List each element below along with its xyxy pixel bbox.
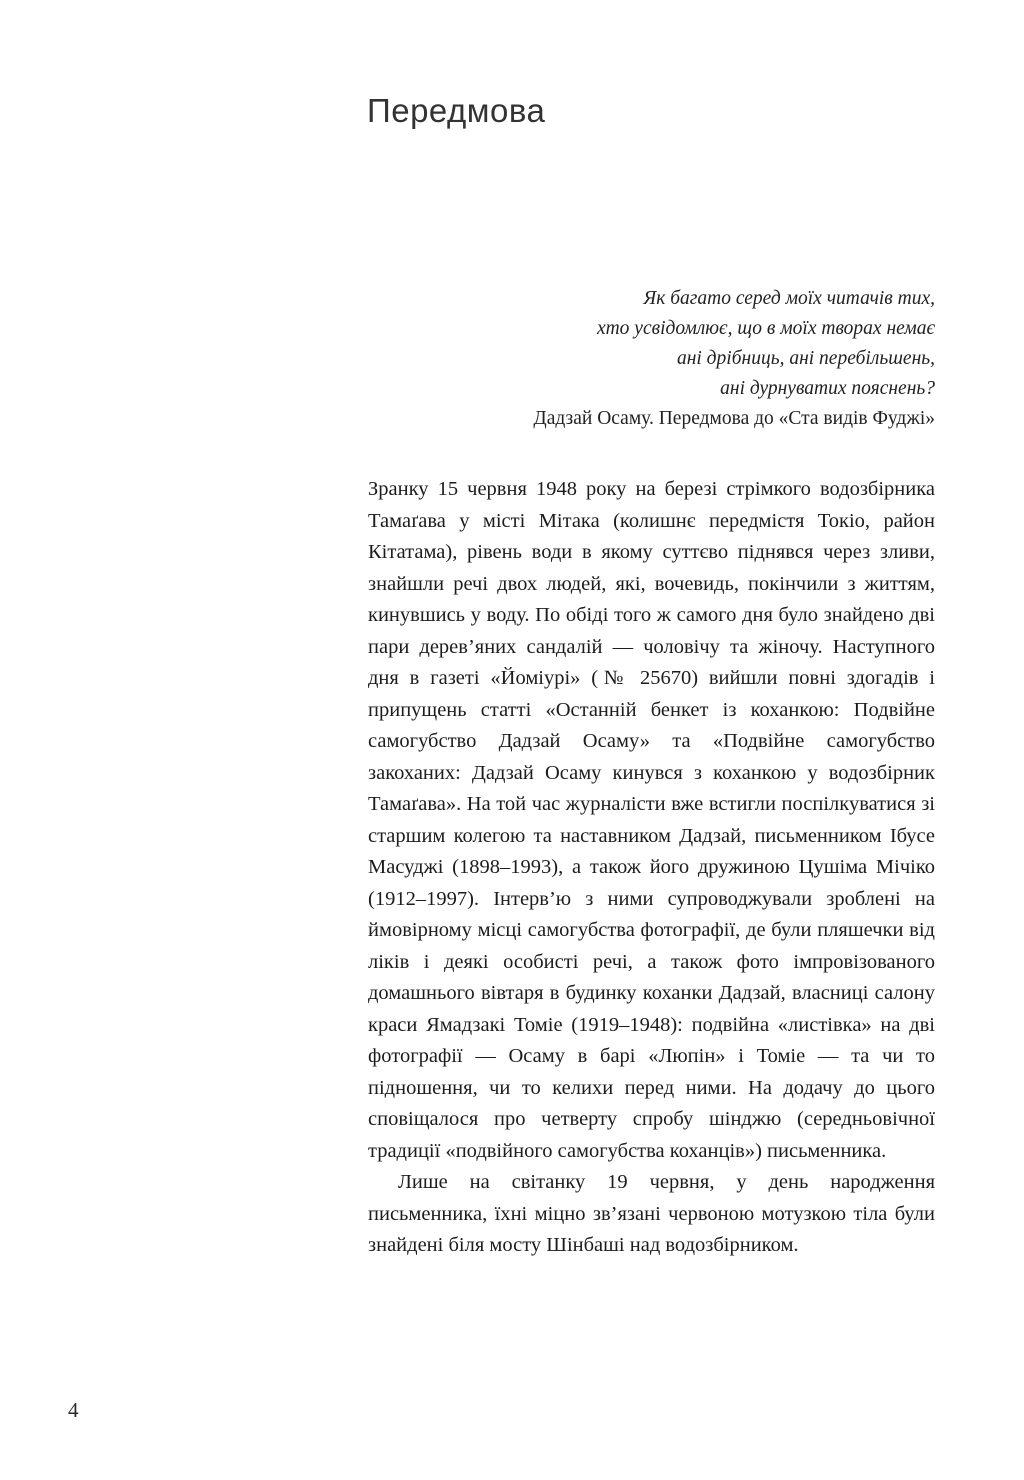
chapter-title: Передмова (367, 92, 546, 129)
paragraph: Зранку 15 червня 1948 року на березі стрімкого водозбірника Тамаґава у місті Мітака (колишнє передмістя Токіо, район Кітатама), рівень води в якому суттєво піднявся через зливи, знайшли речі двох людей, які, вочевидь, покінчили з життям, кинувшись у воду. По обіді того ж самого дня було знайдено дві пари дерев’яних сандалій — чоловічу та жіночу. Наступного дня в газеті «Йоміурі» (№ 25670) вийшли повні здогадів і припущень статті «Останній бенкет із коханкою: Подвійне самогубство Дадзай Осаму» та «Подвійне самогубство закоханих: Дадзай Осаму кинувся з коханкою у водозбірник Тамаґава». На той час журналісти вже встигли поспілкуватися зі старшим колегою та наставником Дадзай, письменником Ібусе Масуджі (1898–1993), а також його дружиною Цушіма Мічіко (1912–1997). Інтерв’ю з ними супроводжували зроблені на ймовірному місці самогубства фотографії, де були пляшечки від ліків і деякі особисті речі, а також фото імпровізованого домашнього вівтаря в будинку коханки Дадзай, власниці салону краси Ямадзакі Томіе (1919–1948): подвійна «листівка» на дві фотографії — Осаму в барі «Люпін» і Томіе — та чи то підношення, чи то келихи перед ними. На додачу до цього сповіщалося про четверту спробу шінджю (середньовічної традиції «подвійного самогубства коханців») письменника. (368, 478, 935, 1162)
epigraph-line: Як багато серед моїх читачів тих, (643, 288, 935, 309)
epigraph-line: ані дурнуватих пояснень? (720, 378, 935, 399)
epigraph-line: хто усвідомлює, що в моїх творах немає (596, 318, 935, 339)
body-text (368, 474, 935, 1262)
page-number: 4 (68, 1398, 79, 1422)
epigraph-attribution: Дадзай Осаму. Передмова до «Ста видів Фуджі» (533, 408, 935, 429)
epigraph (368, 284, 935, 434)
paragraph: Лише на світанку 19 червня, у день народження письменника, їхні міцно зв’язані червоною мотузкою тіла були знайдені біля мосту Шінбаші над водозбірником. (368, 1171, 935, 1256)
epigraph-line: ані дрібниць, ані перебільшень, (676, 348, 935, 369)
